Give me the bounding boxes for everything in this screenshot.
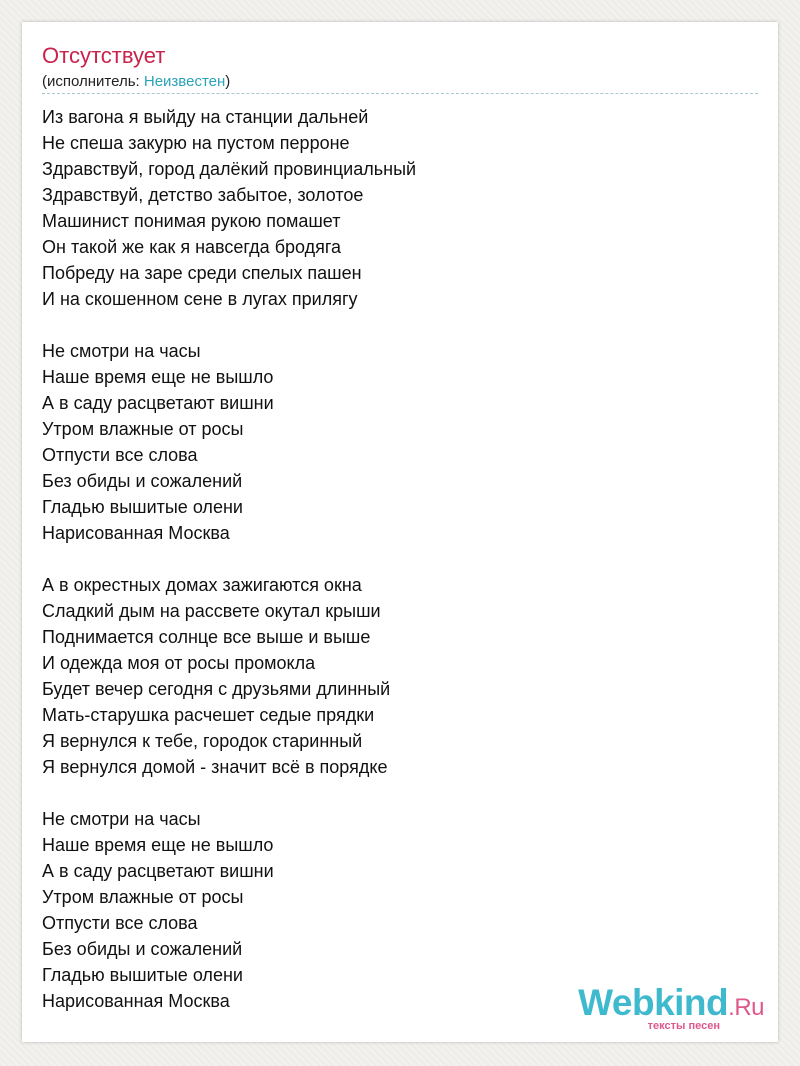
artist-prefix: (исполнитель: — [42, 73, 144, 90]
lyric-line: Наше время еще не вышло — [42, 367, 274, 387]
lyric-line: Не смотри на часы — [42, 809, 201, 829]
lyric-line: Здравствуй, город далёкий провинциальный — [42, 159, 417, 179]
stanza — [42, 104, 758, 312]
stanza — [42, 572, 758, 780]
stanza — [42, 338, 758, 546]
lyric-line: А в саду расцветают вишни — [42, 393, 274, 413]
lyric-line: И одежда моя от росы промокла — [42, 653, 316, 673]
lyric-line: Гладью вышитые олени — [42, 965, 243, 985]
lyric-line: Без обиды и сожалений — [42, 939, 243, 959]
lyric-line: Отпусти все слова — [42, 913, 198, 933]
lyric-line: Наше время еще не вышло — [42, 835, 274, 855]
lyric-line: Нарисованная Москва — [42, 991, 230, 1011]
lyric-line: Не спеша закурю на пустом перроне — [42, 133, 350, 153]
artist-line — [42, 72, 230, 92]
song-title: Отсутствует — [42, 43, 166, 68]
lyric-line: Я вернулся к тебе, городок старинный — [42, 731, 363, 751]
lyric-line: Здравствуй, детство забытое, золотое — [42, 185, 364, 205]
lyric-line: Сладкий дым на рассвете окутал крыши — [42, 601, 381, 621]
lyric-line: Утром влажные от росы — [42, 887, 244, 907]
lyric-line: Не смотри на часы — [42, 341, 201, 361]
lyrics-card — [22, 22, 778, 1042]
lyric-line: Утром влажные от росы — [42, 419, 244, 439]
lyric-line: И на скошенном сене в лугах прилягу — [42, 289, 358, 309]
lyric-line: Я вернулся домой - значит всё в порядке — [42, 757, 388, 777]
lyric-line: Машинист понимая рукою помашет — [42, 211, 341, 231]
lyric-line: Отпусти все слова — [42, 445, 198, 465]
lyric-line: Нарисованная Москва — [42, 523, 230, 543]
lyric-line: Он такой же как я навсегда бродяга — [42, 237, 342, 257]
artist-suffix: ) — [225, 73, 231, 90]
lyrics-text — [42, 104, 758, 1040]
logo-main-text: Webkind — [578, 982, 729, 1023]
lyric-line: Гладью вышитые олени — [42, 497, 243, 517]
lyric-line: Мать-старушка расчешет седые прядки — [42, 705, 375, 725]
lyric-line: Из вагона я выйду на станции дальней — [42, 107, 369, 127]
lyric-line: Будет вечер сегодня с друзьями длинный — [42, 679, 391, 699]
artist-link[interactable]: Неизвестен — [143, 73, 226, 90]
lyric-line: А в окрестных домах зажигаются окна — [42, 575, 362, 595]
lyric-line: Побреду на заре среди спелых пашен — [42, 263, 362, 283]
lyric-line: Без обиды и сожалений — [42, 471, 243, 491]
lyric-line: Поднимается солнце все выше и выше — [42, 627, 371, 647]
logo-tagline: тексты песен — [647, 1020, 720, 1032]
title-divider — [42, 93, 758, 94]
logo-tld: Ru — [734, 994, 764, 1021]
lyric-line: А в саду расцветают вишни — [42, 861, 274, 881]
site-logo[interactable] — [578, 983, 764, 1032]
logo-dot: . — [728, 994, 735, 1021]
